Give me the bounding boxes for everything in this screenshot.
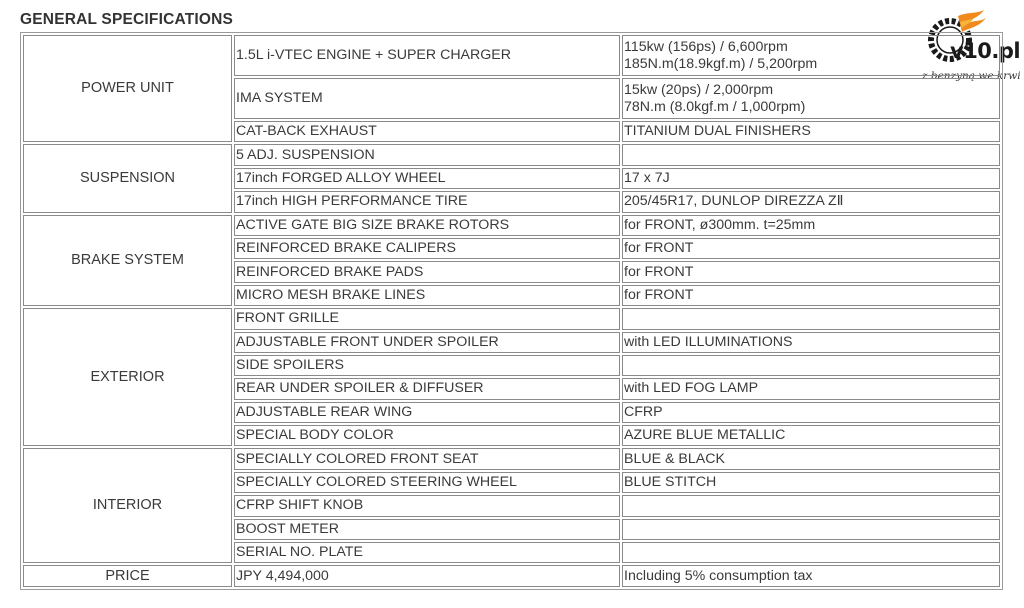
item-cell: SPECIALLY COLORED STEERING WHEEL (234, 472, 620, 493)
spec-cell (622, 402, 1000, 423)
category-cell: PRICE (23, 565, 232, 586)
spec-line: for FRONT (624, 263, 694, 280)
spec-line: for FRONT, ø300mm. t=25mm (624, 216, 816, 233)
spec-line: CFRP (624, 403, 663, 420)
spec-cell (622, 35, 1000, 76)
spec-cell (622, 144, 1000, 165)
spec-line: for FRONT (624, 286, 694, 303)
spec-line: 205/45R17, DUNLOP DIREZZA ZⅡ (624, 193, 844, 210)
item-cell: REINFORCED BRAKE CALIPERS (234, 238, 620, 259)
logo-tagline: z benzyną we krwi (922, 70, 1021, 82)
spec-cell (622, 168, 1000, 189)
spec-cell (622, 191, 1000, 212)
spec-line: with LED FOG LAMP (624, 380, 759, 397)
spec-cell (622, 78, 1000, 119)
item-cell: SPECIALLY COLORED FRONT SEAT (234, 448, 620, 469)
category-cell: EXTERIOR (23, 308, 232, 446)
spec-line: 15kw (20ps) / 2,000rpm (624, 81, 774, 98)
item-cell: 5 ADJ. SUSPENSION (234, 144, 620, 165)
spec-cell (622, 565, 1000, 586)
item-cell: BOOST METER (234, 519, 620, 540)
table-row (23, 215, 1000, 236)
spec-line: Including 5% consumption tax (624, 567, 813, 584)
item-cell: SPECIAL BODY COLOR (234, 425, 620, 446)
spec-cell (622, 542, 1000, 563)
specifications-table (20, 32, 1003, 590)
spec-cell (622, 495, 1000, 516)
table-row (23, 308, 1000, 329)
spec-cell (622, 519, 1000, 540)
item-cell: ADJUSTABLE REAR WING (234, 402, 620, 423)
spec-cell (622, 285, 1000, 306)
item-cell: ACTIVE GATE BIG SIZE BRAKE ROTORS (234, 215, 620, 236)
spec-line: for FRONT (624, 240, 694, 257)
spec-cell (622, 448, 1000, 469)
spec-line: 115kw (156ps) / 6,600rpm (624, 38, 788, 55)
item-cell: 1.5L i-VTEC ENGINE + SUPER CHARGER (234, 35, 620, 76)
logo-text: v10.pl (950, 39, 1021, 63)
item-cell: 17inch FORGED ALLOY WHEEL (234, 168, 620, 189)
item-cell: JPY 4,494,000 (234, 565, 620, 586)
item-cell: SERIAL NO. PLATE (234, 542, 620, 563)
spec-cell (622, 238, 1000, 259)
item-cell: CFRP SHIFT KNOB (234, 495, 620, 516)
item-cell: MICRO MESH BRAKE LINES (234, 285, 620, 306)
spec-cell (622, 472, 1000, 493)
category-cell: INTERIOR (23, 448, 232, 563)
item-cell: REINFORCED BRAKE PADS (234, 261, 620, 282)
spec-cell (622, 215, 1000, 236)
category-cell: BRAKE SYSTEM (23, 215, 232, 307)
category-cell: POWER UNIT (23, 35, 232, 142)
spec-line: BLUE STITCH (624, 474, 717, 491)
table-row (23, 144, 1000, 165)
spec-line: 185N.m(18.9kgf.m) / 5,200rpm (624, 55, 818, 72)
spec-line: 78N.m (8.0kgf.m / 1,000rpm) (624, 98, 806, 115)
spec-cell (622, 121, 1000, 142)
item-cell: SIDE SPOILERS (234, 355, 620, 376)
table-row (23, 565, 1000, 586)
table-row (23, 35, 1000, 76)
item-cell: ADJUSTABLE FRONT UNDER SPOILER (234, 332, 620, 353)
spec-cell (622, 332, 1000, 353)
spec-line: 17 x 7J (624, 169, 670, 186)
spec-cell (622, 261, 1000, 282)
item-cell: FRONT GRILLE (234, 308, 620, 329)
item-cell: 17inch HIGH PERFORMANCE TIRE (234, 191, 620, 212)
spec-line: BLUE & BLACK (624, 450, 725, 467)
spec-line: AZURE BLUE METALLIC (624, 427, 786, 444)
spec-cell (622, 425, 1000, 446)
category-cell: SUSPENSION (23, 144, 232, 212)
table-row (23, 448, 1000, 469)
spec-cell (622, 308, 1000, 329)
spec-line: TITANIUM DUAL FINISHERS (624, 123, 811, 140)
item-cell: IMA SYSTEM (234, 78, 620, 119)
item-cell: REAR UNDER SPOILER & DIFFUSER (234, 378, 620, 399)
page-title: GENERAL SPECIFICATIONS (20, 11, 234, 28)
spec-cell (622, 355, 1000, 376)
spec-cell (622, 378, 1000, 399)
item-cell: CAT-BACK EXHAUST (234, 121, 620, 142)
spec-line: with LED ILLUMINATIONS (624, 333, 793, 350)
